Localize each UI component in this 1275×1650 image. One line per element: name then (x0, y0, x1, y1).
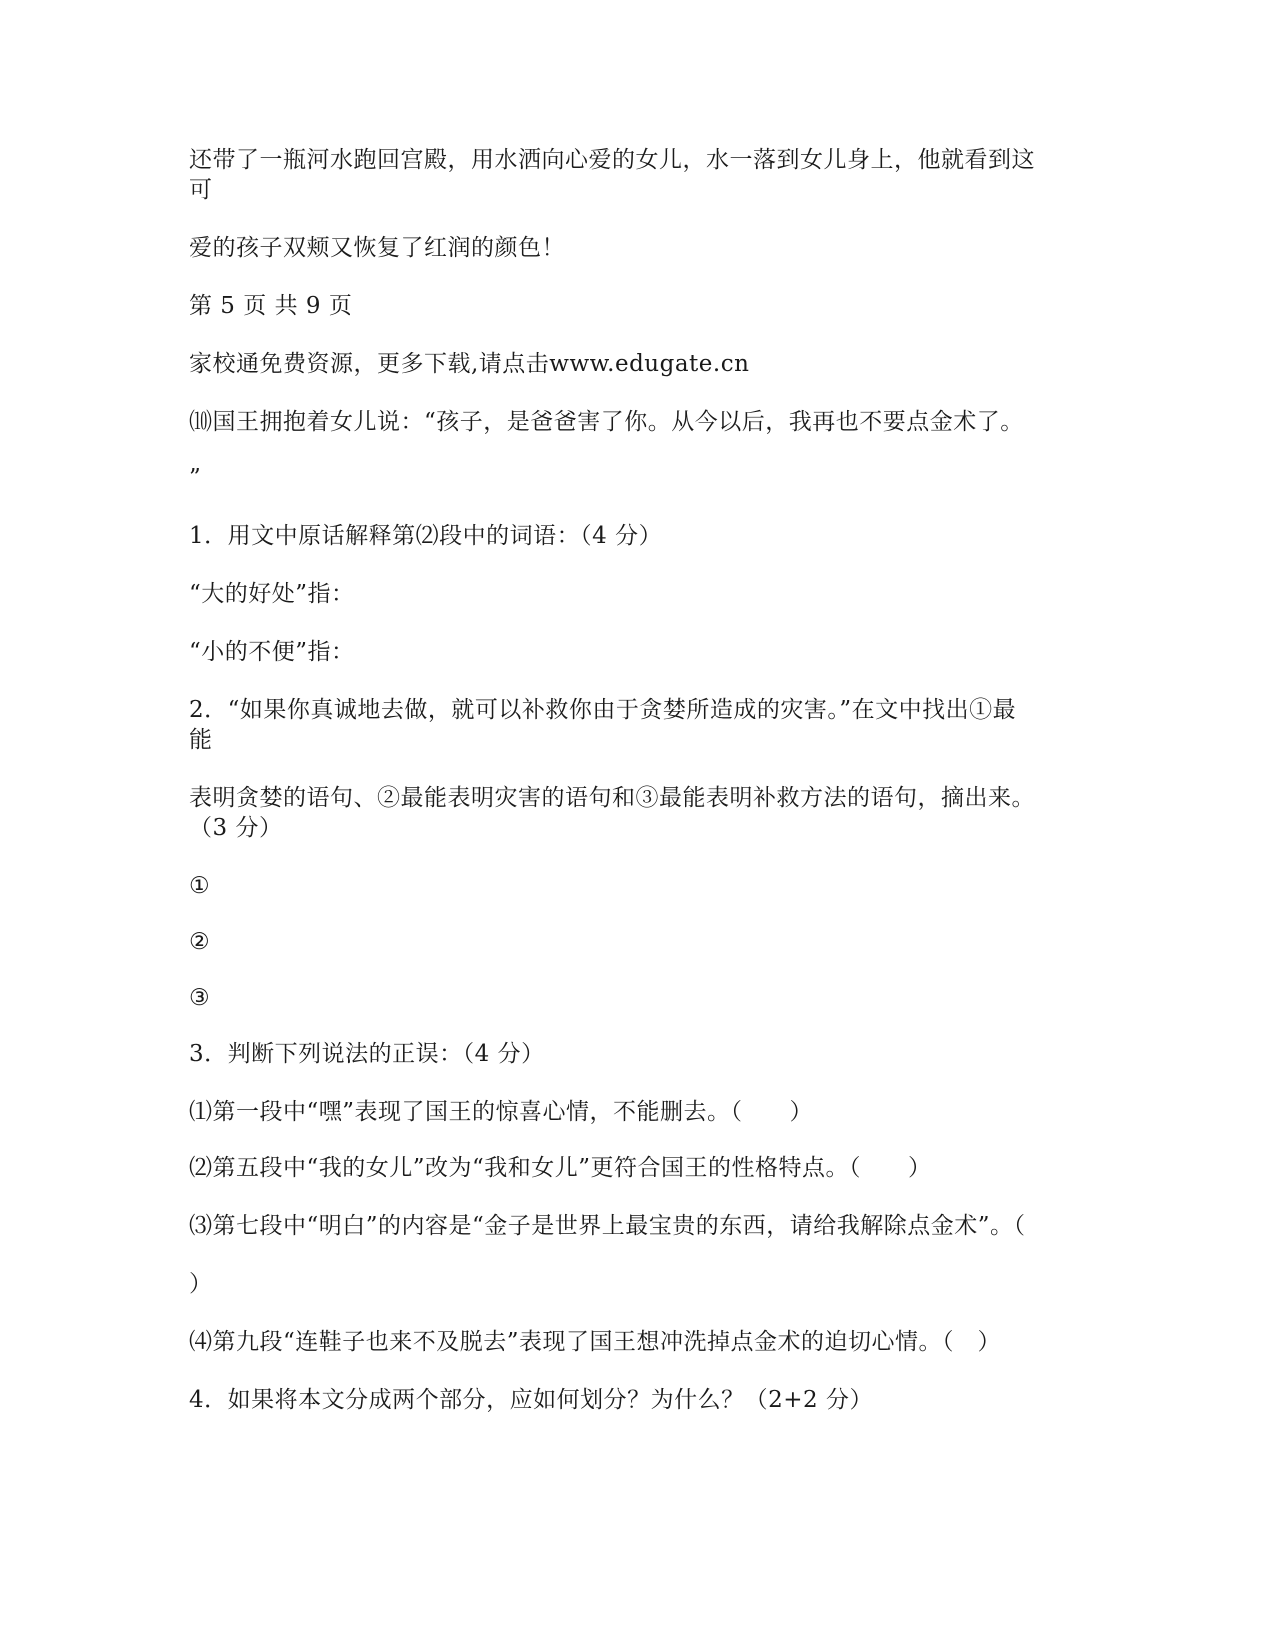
question-4: 4．如果将本文分成两个部分，应如何划分？为什么？（2+2 分） (189, 1387, 873, 1413)
answer-prompt: ① (189, 873, 211, 899)
answer-prompt: “小的不便”指： (189, 639, 355, 665)
source-notice: 家校通免费资源，更多下载,请点击www.edugate.cn (189, 351, 750, 377)
text-line: 还带了一瓶河水跑回宫殿，用水洒向心爱的女儿，水一落到女儿身上，他就看到这 (189, 147, 1035, 173)
judgment-item: ⑴第一段中“嘿”表现了国王的惊喜心情，不能删去。（ ） (189, 1099, 814, 1125)
text-line: 表明贪婪的语句、②最能表明灾害的语句和③最能表明补救方法的语句，摘出来。 (189, 785, 1035, 811)
answer-prompt: “大的好处”指： (189, 581, 355, 607)
text-line: ” (189, 465, 202, 491)
text-line: ⑽国王拥抱着女儿说：“孩子，是爸爸害了你。从今以后，我再也不要点金术了。 (189, 409, 1024, 435)
page-number: 第 5 页 共 9 页 (189, 293, 353, 319)
question-1: 1．用文中原话解释第⑵段中的词语：（4 分） (189, 523, 663, 549)
text-line: 爱的孩子双颊又恢复了红润的颜色！ (189, 235, 565, 261)
text-line: 能 (189, 727, 213, 753)
text-line: ） (189, 1271, 213, 1297)
question-2: 2．“如果你真诚地去做，就可以补救你由于贪婪所造成的灾害。”在文中找出①最 (189, 697, 1017, 723)
judgment-item: ⑵第五段中“我的女儿”改为“我和女儿”更符合国王的性格特点。（ ） (189, 1155, 932, 1181)
text-line: 可 (189, 177, 213, 203)
text-line: （3 分） (189, 815, 283, 841)
judgment-item: ⑶第七段中“明白”的内容是“金子是世界上最宝贵的东西，请给我解除点金术”。（ (189, 1213, 1026, 1239)
answer-prompt: ③ (189, 985, 211, 1011)
judgment-item: ⑷第九段“连鞋子也来不及脱去”表现了国王想冲洗掉点金术的迫切心情。（ ） (189, 1329, 1002, 1355)
answer-prompt: ② (189, 929, 211, 955)
question-3: 3．判断下列说法的正误：（4 分） (189, 1041, 545, 1067)
